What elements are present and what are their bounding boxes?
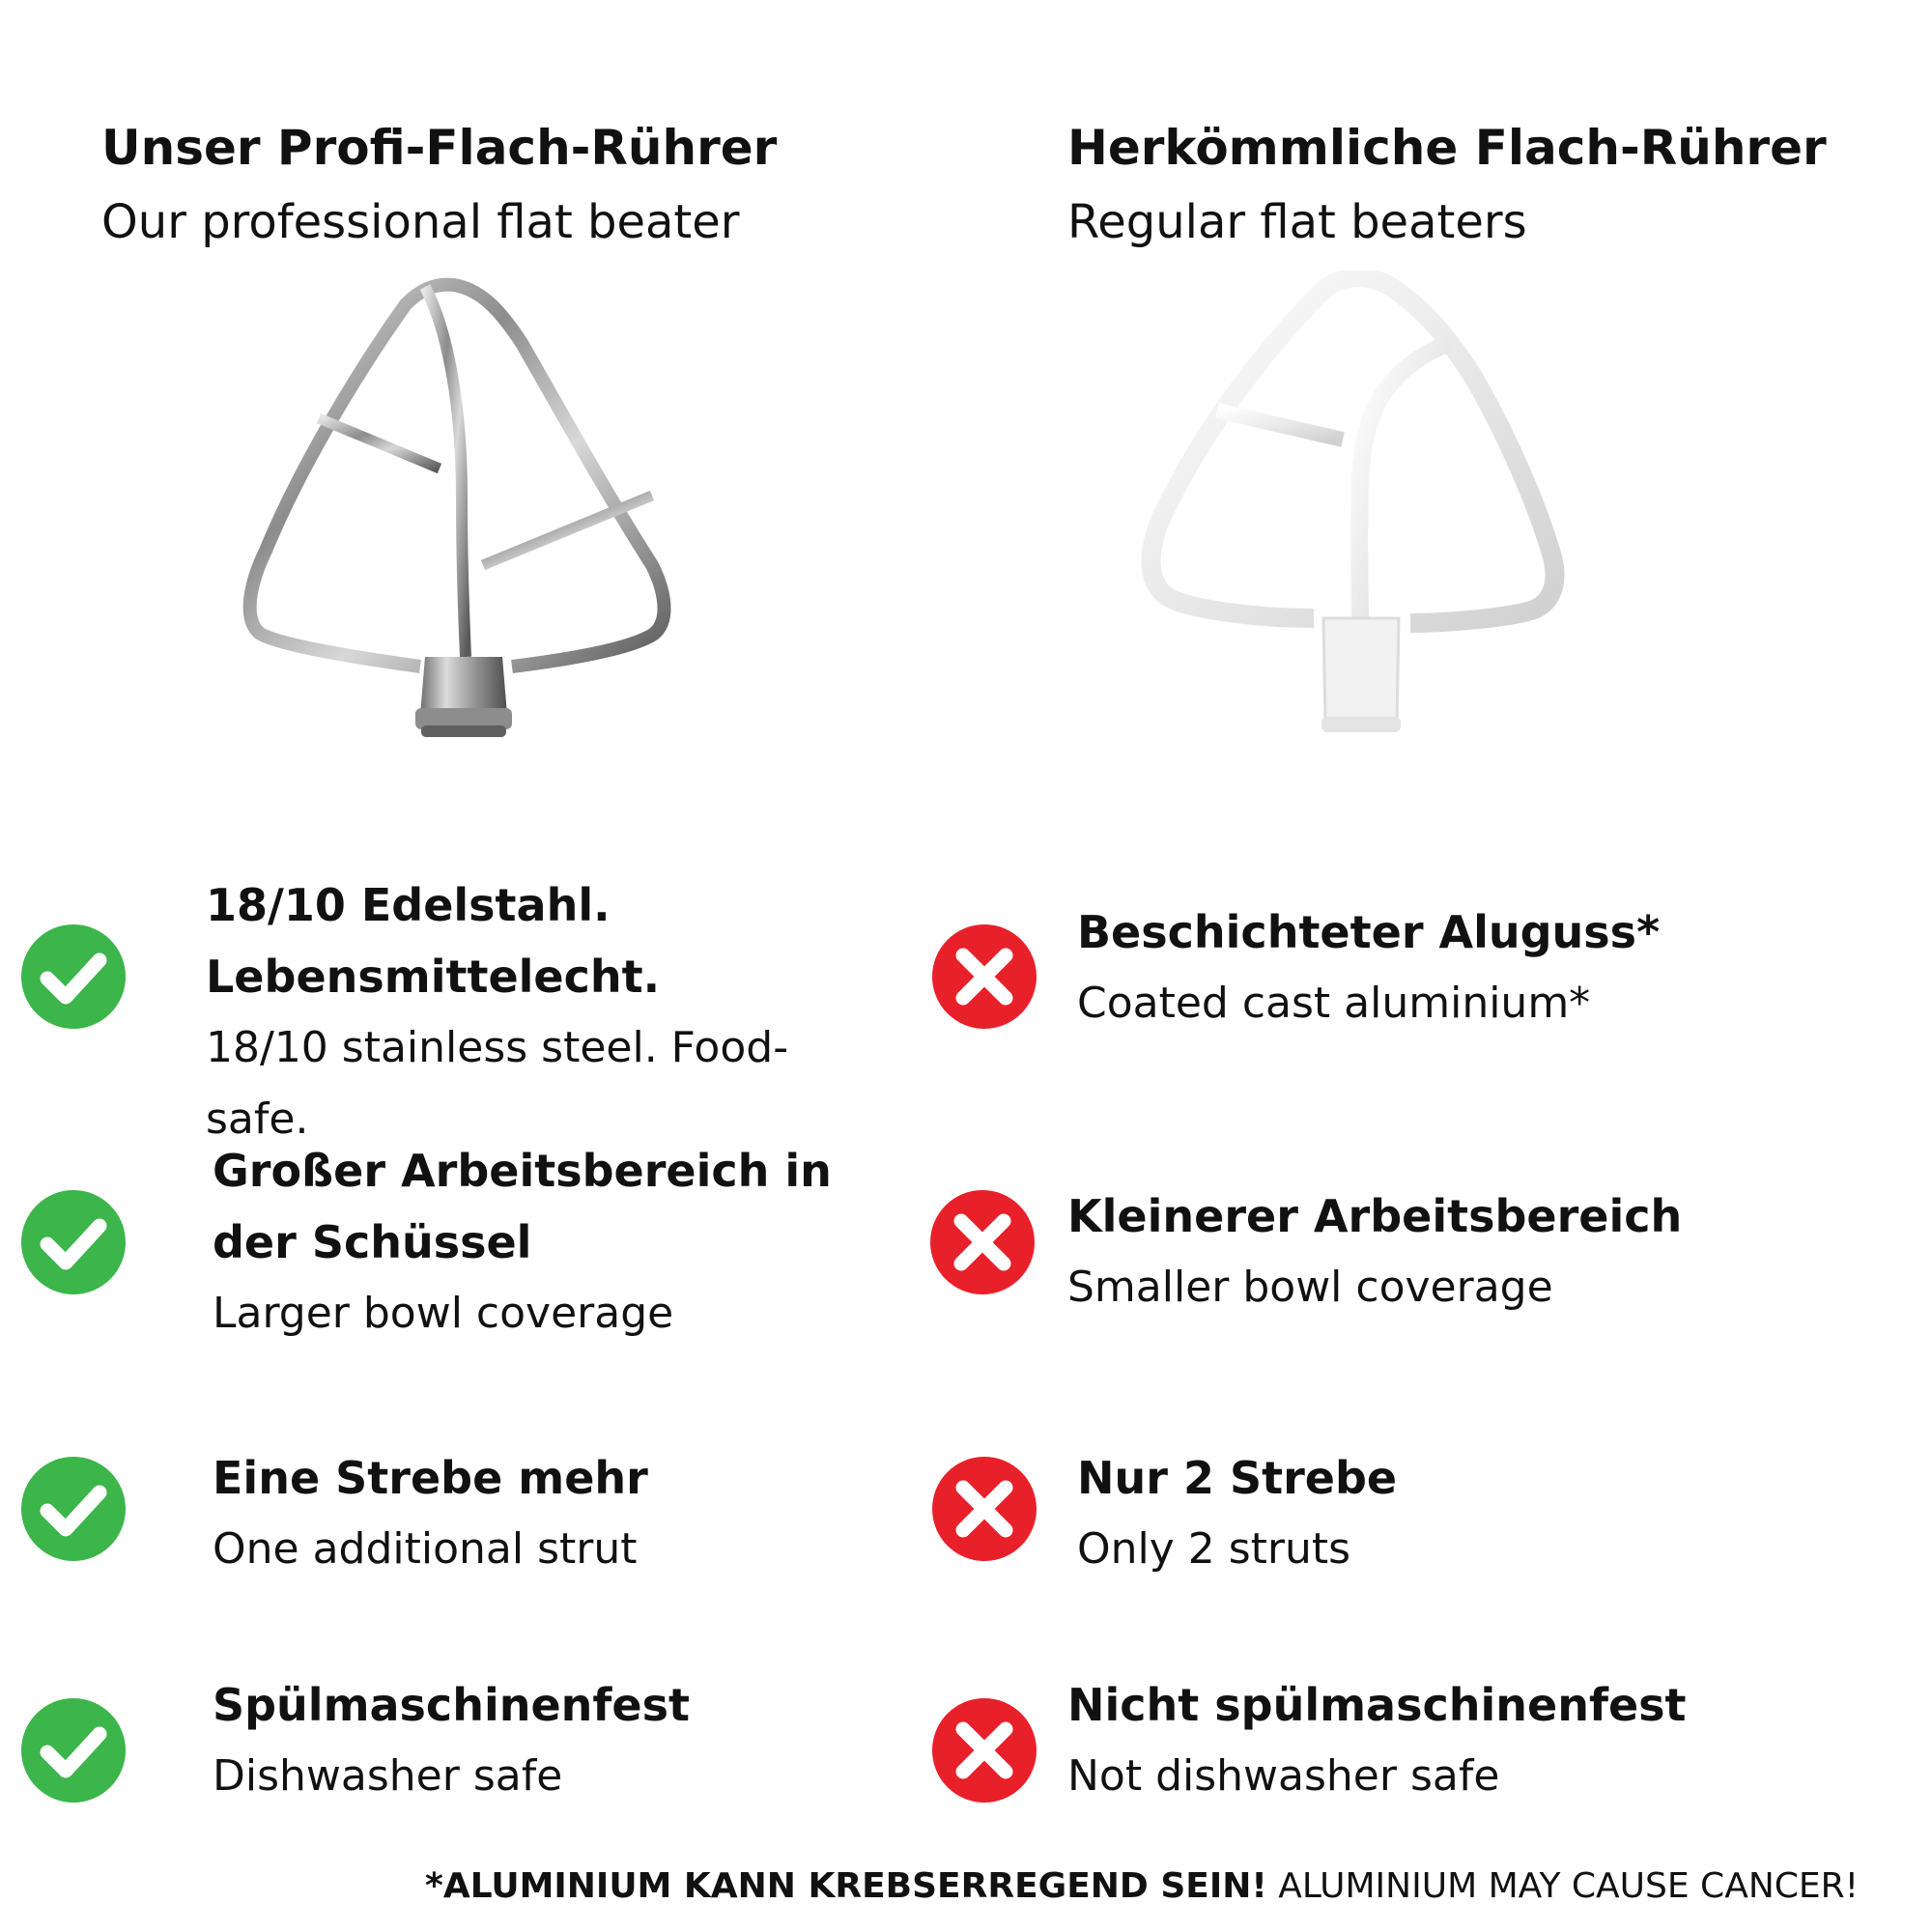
right-feature-bowl-coverage <box>1067 1180 1744 1323</box>
feature-subtitle: Smaller bowl coverage <box>1067 1263 1553 1312</box>
check-circle-icon <box>21 1698 126 1803</box>
feature-title: Kleinerer Arbeitsbereich <box>1067 1190 1683 1242</box>
right-feature-material <box>1077 896 1753 1039</box>
right-column-title: Herkömmliche Flach-Rührer <box>1067 120 1827 176</box>
feature-title: Nur 2 Strebe <box>1077 1452 1398 1504</box>
cross-circle-icon <box>932 924 1037 1029</box>
left-feature-dishwasher <box>213 1669 889 1812</box>
check-circle-icon <box>21 924 126 1029</box>
left-column-subtitle: Our professional flat beater <box>101 195 740 249</box>
aluminium-warning-footnote <box>425 1866 1859 1906</box>
feature-subtitle: Only 2 struts <box>1077 1524 1351 1574</box>
cross-circle-icon <box>932 1457 1037 1561</box>
check-circle-icon <box>21 1457 126 1561</box>
cross-circle-icon <box>932 1698 1037 1803</box>
feature-subtitle: Dishwasher safe <box>213 1751 563 1801</box>
stainless-steel-beater-image <box>242 275 705 758</box>
feature-title: 18/10 Edelstahl. Lebensmittelecht. <box>206 879 661 1003</box>
right-column-subtitle: Regular flat beaters <box>1067 195 1527 249</box>
right-feature-struts <box>1077 1442 1753 1585</box>
right-feature-dishwasher <box>1067 1669 1744 1812</box>
footnote-german: *ALUMINIUM KANN KREBSERREGEND SEIN! <box>425 1866 1267 1906</box>
left-feature-material <box>206 869 882 1155</box>
feature-subtitle: 18/10 stainless steel. Food-safe. <box>206 1023 789 1144</box>
feature-subtitle: Not dishwasher safe <box>1067 1751 1500 1801</box>
feature-subtitle: Coated cast aluminium* <box>1077 979 1591 1028</box>
feature-subtitle: One additional strut <box>213 1524 638 1574</box>
feature-title: Beschichteter Aluguss* <box>1077 906 1661 958</box>
feature-title: Spülmaschinenfest <box>213 1679 690 1731</box>
feature-title: Großer Arbeitsbereich in der Schüssel <box>213 1145 832 1268</box>
white-coated-beater-image <box>1140 270 1584 753</box>
feature-subtitle: Larger bowl coverage <box>213 1289 674 1338</box>
check-circle-icon <box>21 1190 126 1294</box>
cross-circle-icon <box>930 1190 1035 1294</box>
footnote-english: ALUMINIUM MAY CAUSE CANCER! <box>1266 1866 1860 1906</box>
left-feature-struts <box>213 1442 889 1585</box>
left-column-title: Unser Profi-Flach-Rührer <box>101 120 778 176</box>
feature-title: Nicht spülmaschinenfest <box>1067 1679 1687 1731</box>
left-feature-bowl-coverage <box>213 1135 889 1350</box>
feature-title: Eine Strebe mehr <box>213 1452 648 1504</box>
